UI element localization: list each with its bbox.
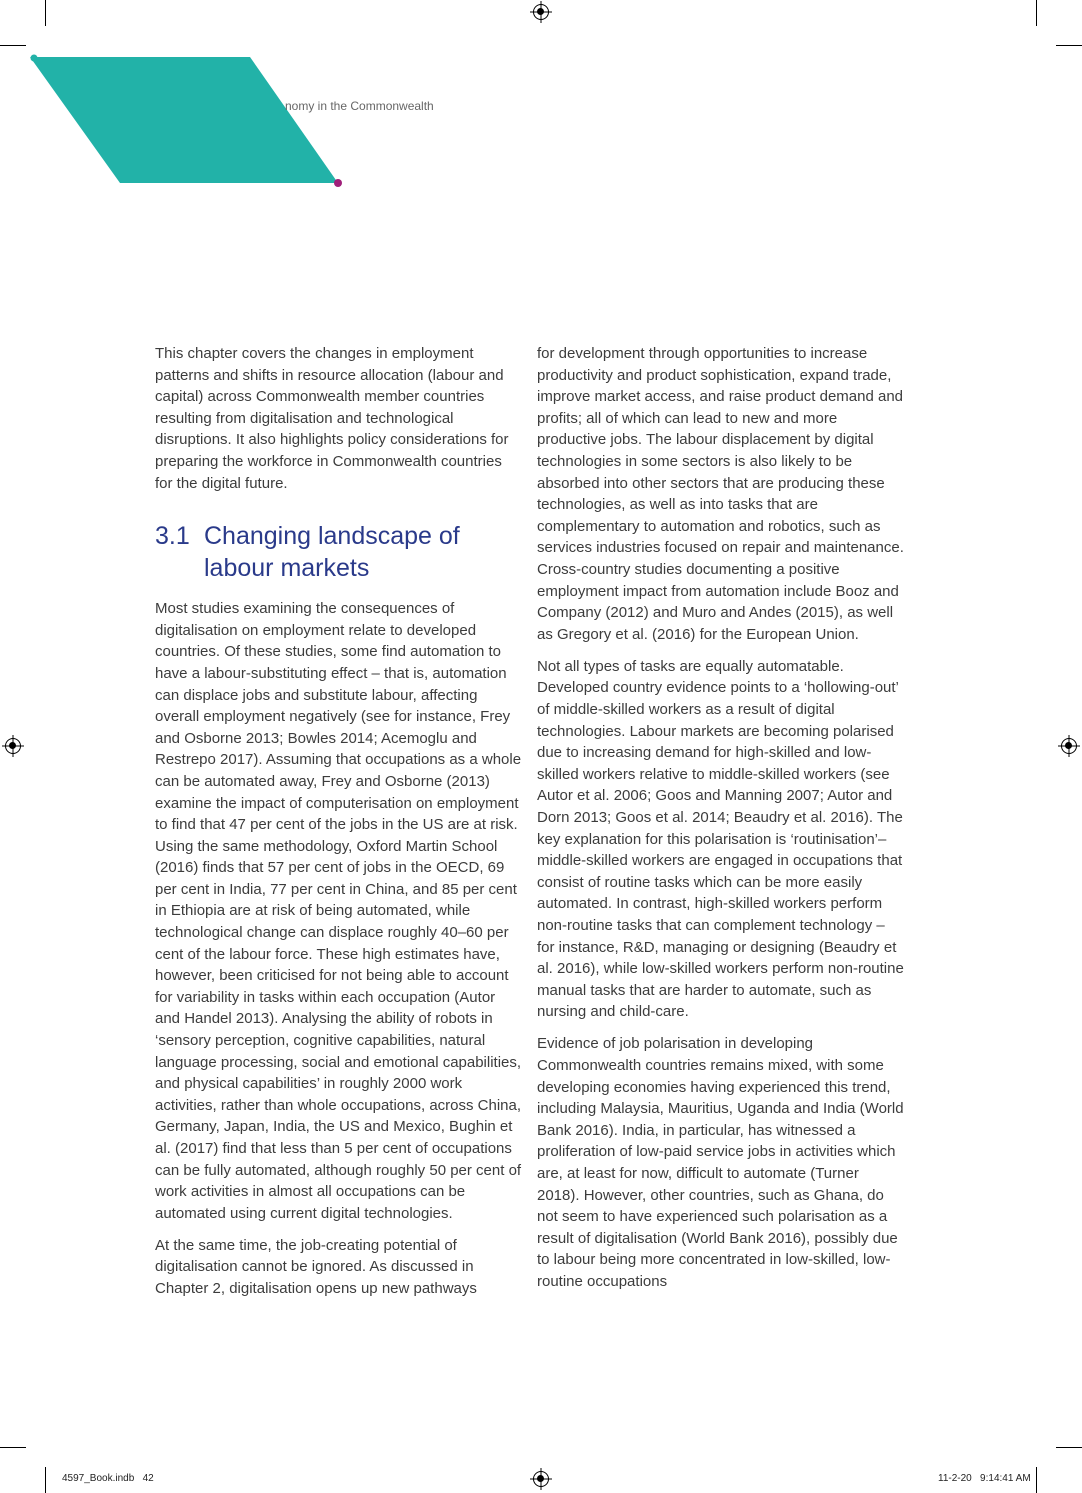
footer-timestamp: 11-2-20 9:14:41 AM bbox=[938, 1473, 1031, 1484]
section-number: 3.1 bbox=[155, 522, 190, 551]
registration-mark-icon bbox=[533, 1471, 549, 1487]
body-paragraph: At the same time, the job-creating potential of digitalisation cannot be ignored. As discussed in Chapter 2, digitalisation opens up new pathways bbox=[155, 1236, 477, 1298]
body-paragraph: Evidence of job polarisation in developing Commonwealth countries remains mixed, with some developing economies having experienced this trend, including Malaysia, Mauritius, Uganda and India (World Bank 2016). India, in particular, has witnessed a proliferation of low-paid service jobs in activities which are, at least for now, difficult to automate (Turner 2018). However, other countries, such as Ghana, do not seem to have experienced such polarisation as a result of digitalisation (World Bank 2016), possibly due to labour being more concentrated in low-skilled, low-routine occupations bbox=[537, 1035, 904, 1290]
registration-mark-icon bbox=[1061, 738, 1077, 754]
section-heading bbox=[155, 520, 523, 584]
running-head: nomy in the Commonwealth bbox=[285, 99, 434, 113]
crop-mark bbox=[0, 1447, 26, 1448]
registration-mark-icon bbox=[533, 4, 549, 20]
body-paragraph: for development through opportunities to increase productivity and product sophistication, expand trade, improve market access, and raise product demand and profits; all of which can lead to new and more productive jobs. The labour displacement by digital technologies in some sectors is also likely to be absorbed into other sectors that are producing these technologies, as well as into tasks that are complementary to automation and robotics, such as services industries focused on repair and maintenance. Cross-country studies documenting a positive employment impact from automation include Booz and Company (2012) and Muro and Andes (2015), as well as Gregory et al. (2016) for the European Union. bbox=[537, 345, 904, 643]
body-paragraph: Most studies examining the consequences of digitalisation on employment relate to developed countries. Of these studies, some find automation to have a labour-substituting effect – that is, automation can displace jobs and substitute labour, affecting overall employment negatively (see for instance, Frey and Osborne 2013; Bowles 2014; Acemoglu and Restrepo 2017). Assuming that occupations as a whole can be automated away, Frey and Osborne (2013) examine the impact of computerisation on employment to find that 47 per cent of the jobs in the US are at risk. Using the same methodology, Oxford Martin School (2016) finds that 57 per cent of jobs in the OECD, 69 per cent in India, 77 per cent in China, and 85 per cent in Ethiopia are at risk of being automated, while technological change can displace roughly 40–60 per cent of the labour force. These high estimates have, however, been criticised for not being able to account for variability in tasks within each occupation (Autor and Handel 2013). Analysing the ability of robots in ‘sensory perception, cognitive capabilities, natural language processing, social and emotional capabilities, and physical capabilities’ in roughly 2000 work activities, rather than whole occupations, across China, Germany, Japan, India, the US and Mexico, Bughin et al. (2017) find that less than 5 per cent of occupations can be fully automated, although roughly 50 per cent of work activities in almost all occupations can be automated using current digital technologies. bbox=[155, 600, 522, 1222]
crop-mark bbox=[1036, 0, 1037, 26]
crop-mark bbox=[1056, 1447, 1082, 1448]
right-column bbox=[537, 343, 905, 1303]
registration-mark-icon bbox=[5, 738, 21, 754]
footer-file-info: 4597_Book.indb 42 bbox=[62, 1473, 154, 1484]
crop-mark bbox=[1036, 1467, 1037, 1493]
section-title: Changing landscape of labour markets bbox=[204, 522, 460, 583]
left-column bbox=[155, 343, 523, 1310]
body-paragraph: Not all types of tasks are equally automatable. Developed country evidence points to a ‘hollowing-out’ of middle-skilled workers as a result of digital technologies. Labour markets are becoming polarised due to increasing demand for high-skilled and low-skilled workers relative to middle-skilled workers (see Autor et al. 2006; Goos and Manning 2007; Autor and Dorn 2013; Goos et al. 2014; Beaudry et al. 2016). The key explanation for this polarisation is ‘routinisation’– middle-skilled workers are engaged in occupations that consist of routine tasks which can be more easily automated. In contrast, high-skilled workers perform non-routine tasks that can complement technology – for instance, R&D, managing or designing (Beaudry et al. 2016), while low-skilled workers perform non-routine manual tasks that are harder to automate, such as nursing and child-care. bbox=[537, 657, 904, 1021]
crop-mark bbox=[45, 1467, 46, 1493]
crop-mark bbox=[1056, 45, 1082, 46]
intro-paragraph: This chapter covers the changes in employment patterns and shifts in resource allocation (labour and capital) across Commonwealth member countries resulting from digitalisation and technological disruptions. It also highlights policy considerations for preparing the workforce in Commonwealth countries for the digital future. bbox=[155, 345, 509, 492]
